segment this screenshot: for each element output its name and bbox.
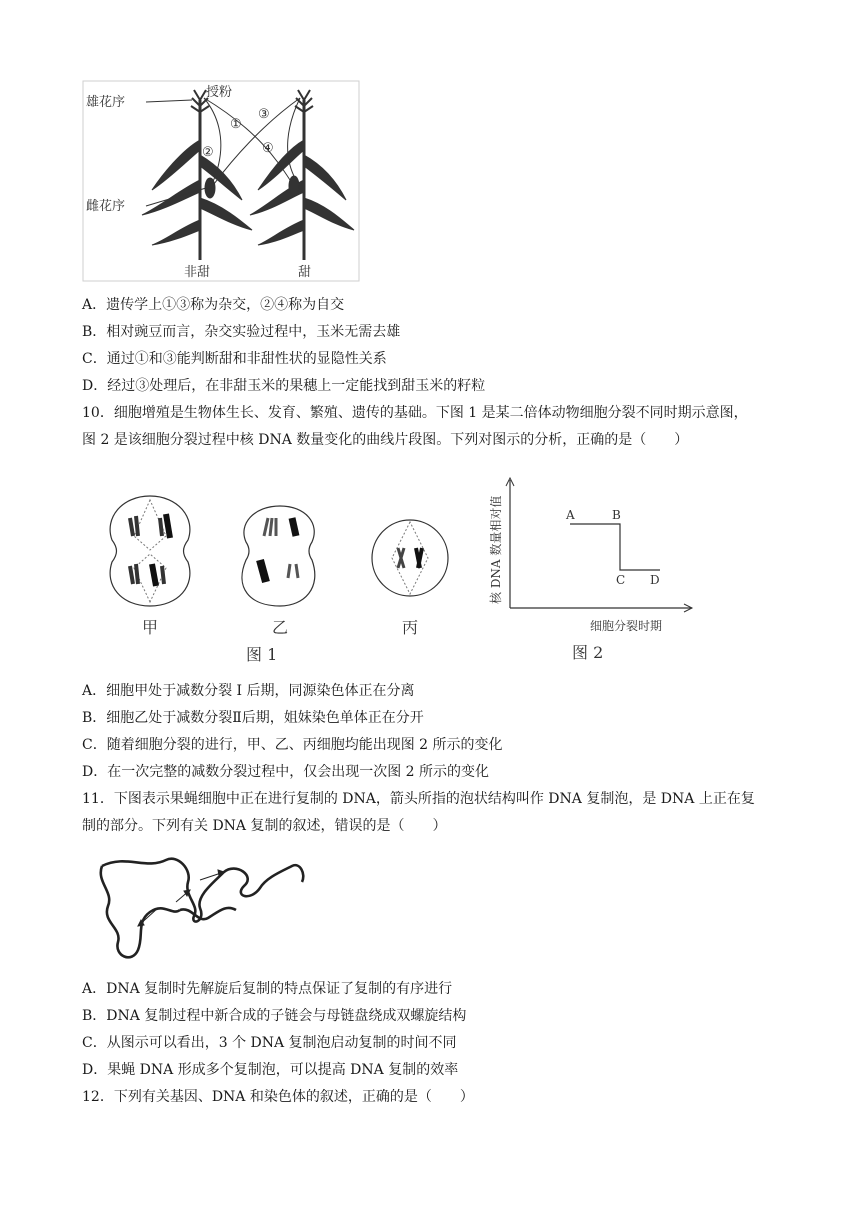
y-axis-label: 核 DNA 数量相对值 [489, 495, 503, 604]
marker-4: ④ [262, 141, 274, 156]
q11-option-a: A．DNA 复制时先解旋后复制的特点保证了复制的有序进行 [82, 981, 453, 997]
marker-3: ③ [258, 107, 270, 122]
pollination-label: 授粉 [206, 85, 233, 100]
q10-option-a: A．细胞甲处于减数分裂 I 后期，同源染色体正在分离 [82, 683, 415, 699]
cell-yi-label: 乙 [272, 618, 289, 637]
cell-bing [372, 520, 448, 637]
figure-2-dna-curve [480, 472, 700, 668]
q11-stem-line1: 11．下图表示果蝇细胞中正在进行复制的 DNA，箭头所指的泡状结构叫作 DNA 复制泡，是 DNA 上正在复 [82, 791, 755, 807]
corn-pollination-figure [82, 80, 362, 284]
point-d: D [650, 573, 660, 587]
q12-stem: 12．下列有关基因、DNA 和染色体的叙述，正确的是（ ） [82, 1089, 474, 1105]
point-a: A [566, 508, 575, 522]
marker-2: ② [202, 145, 214, 160]
point-c: C [616, 573, 626, 587]
figure-1-caption: 图 1 [246, 645, 278, 664]
q11-option-c: C．从图示可以看出，3 个 DNA 复制泡启动复制的时间不同 [82, 1035, 457, 1051]
figure-2-caption: 图 2 [572, 643, 604, 662]
q9-option-b: B．相对豌豆而言，杂交实验过程中，玉米无需去雄 [82, 324, 401, 340]
dna-replication-figure [96, 852, 310, 970]
marker-1: ① [230, 117, 242, 132]
q10-stem-line1: 10．细胞增殖是生物体生长、发育、繁殖、遗传的基础。下图 1 是某二倍体动物细胞分裂不同时期示意图， [82, 405, 748, 421]
x-axis-label: 细胞分裂时期 [590, 619, 663, 633]
figure-1-cells [100, 478, 450, 668]
cell-yi [242, 506, 315, 637]
q9-option-d: D．经过③处理后，在非甜玉米的果穗上一定能找到甜玉米的籽粒 [82, 378, 486, 394]
q10-option-b: B．细胞乙处于减数分裂Ⅱ后期，姐妹染色单体正在分开 [82, 710, 424, 726]
non-sweet-label: 非甜 [184, 265, 211, 280]
cell-jia-label: 甲 [142, 618, 159, 637]
q11-option-b: B．DNA 复制过程中新合成的子链会与母链盘绕成双螺旋结构 [82, 1008, 467, 1024]
q11-option-d: D．果蝇 DNA 形成多个复制泡，可以提高 DNA 复制的效率 [82, 1062, 459, 1078]
male-inflorescence-label: 雄花序 [86, 95, 126, 110]
sweet-label: 甜 [298, 265, 312, 280]
q11-stem-line2: 制的部分。下列有关 DNA 复制的叙述，错误的是（ ） [82, 818, 447, 834]
q9-option-c: C．通过①和③能判断甜和非甜性状的显隐性关系 [82, 351, 387, 367]
point-b: B [612, 508, 621, 522]
female-inflorescence-label: 雌花序 [86, 199, 126, 214]
cell-bing-label: 丙 [402, 618, 419, 637]
q10-option-c: C．随着细胞分裂的进行，甲、乙、丙细胞均能出现图 2 所示的变化 [82, 737, 503, 753]
q10-stem-line2: 图 2 是该细胞分裂过程中核 DNA 数量变化的曲线片段图。下列对图示的分析，正确的是（ ） [82, 432, 689, 448]
q10-option-d: D．在一次完整的减数分裂过程中，仅会出现一次图 2 所示的变化 [82, 764, 490, 780]
cell-jia [110, 496, 190, 637]
q9-option-a: A．遗传学上①③称为杂交，②④称为自交 [82, 297, 345, 313]
